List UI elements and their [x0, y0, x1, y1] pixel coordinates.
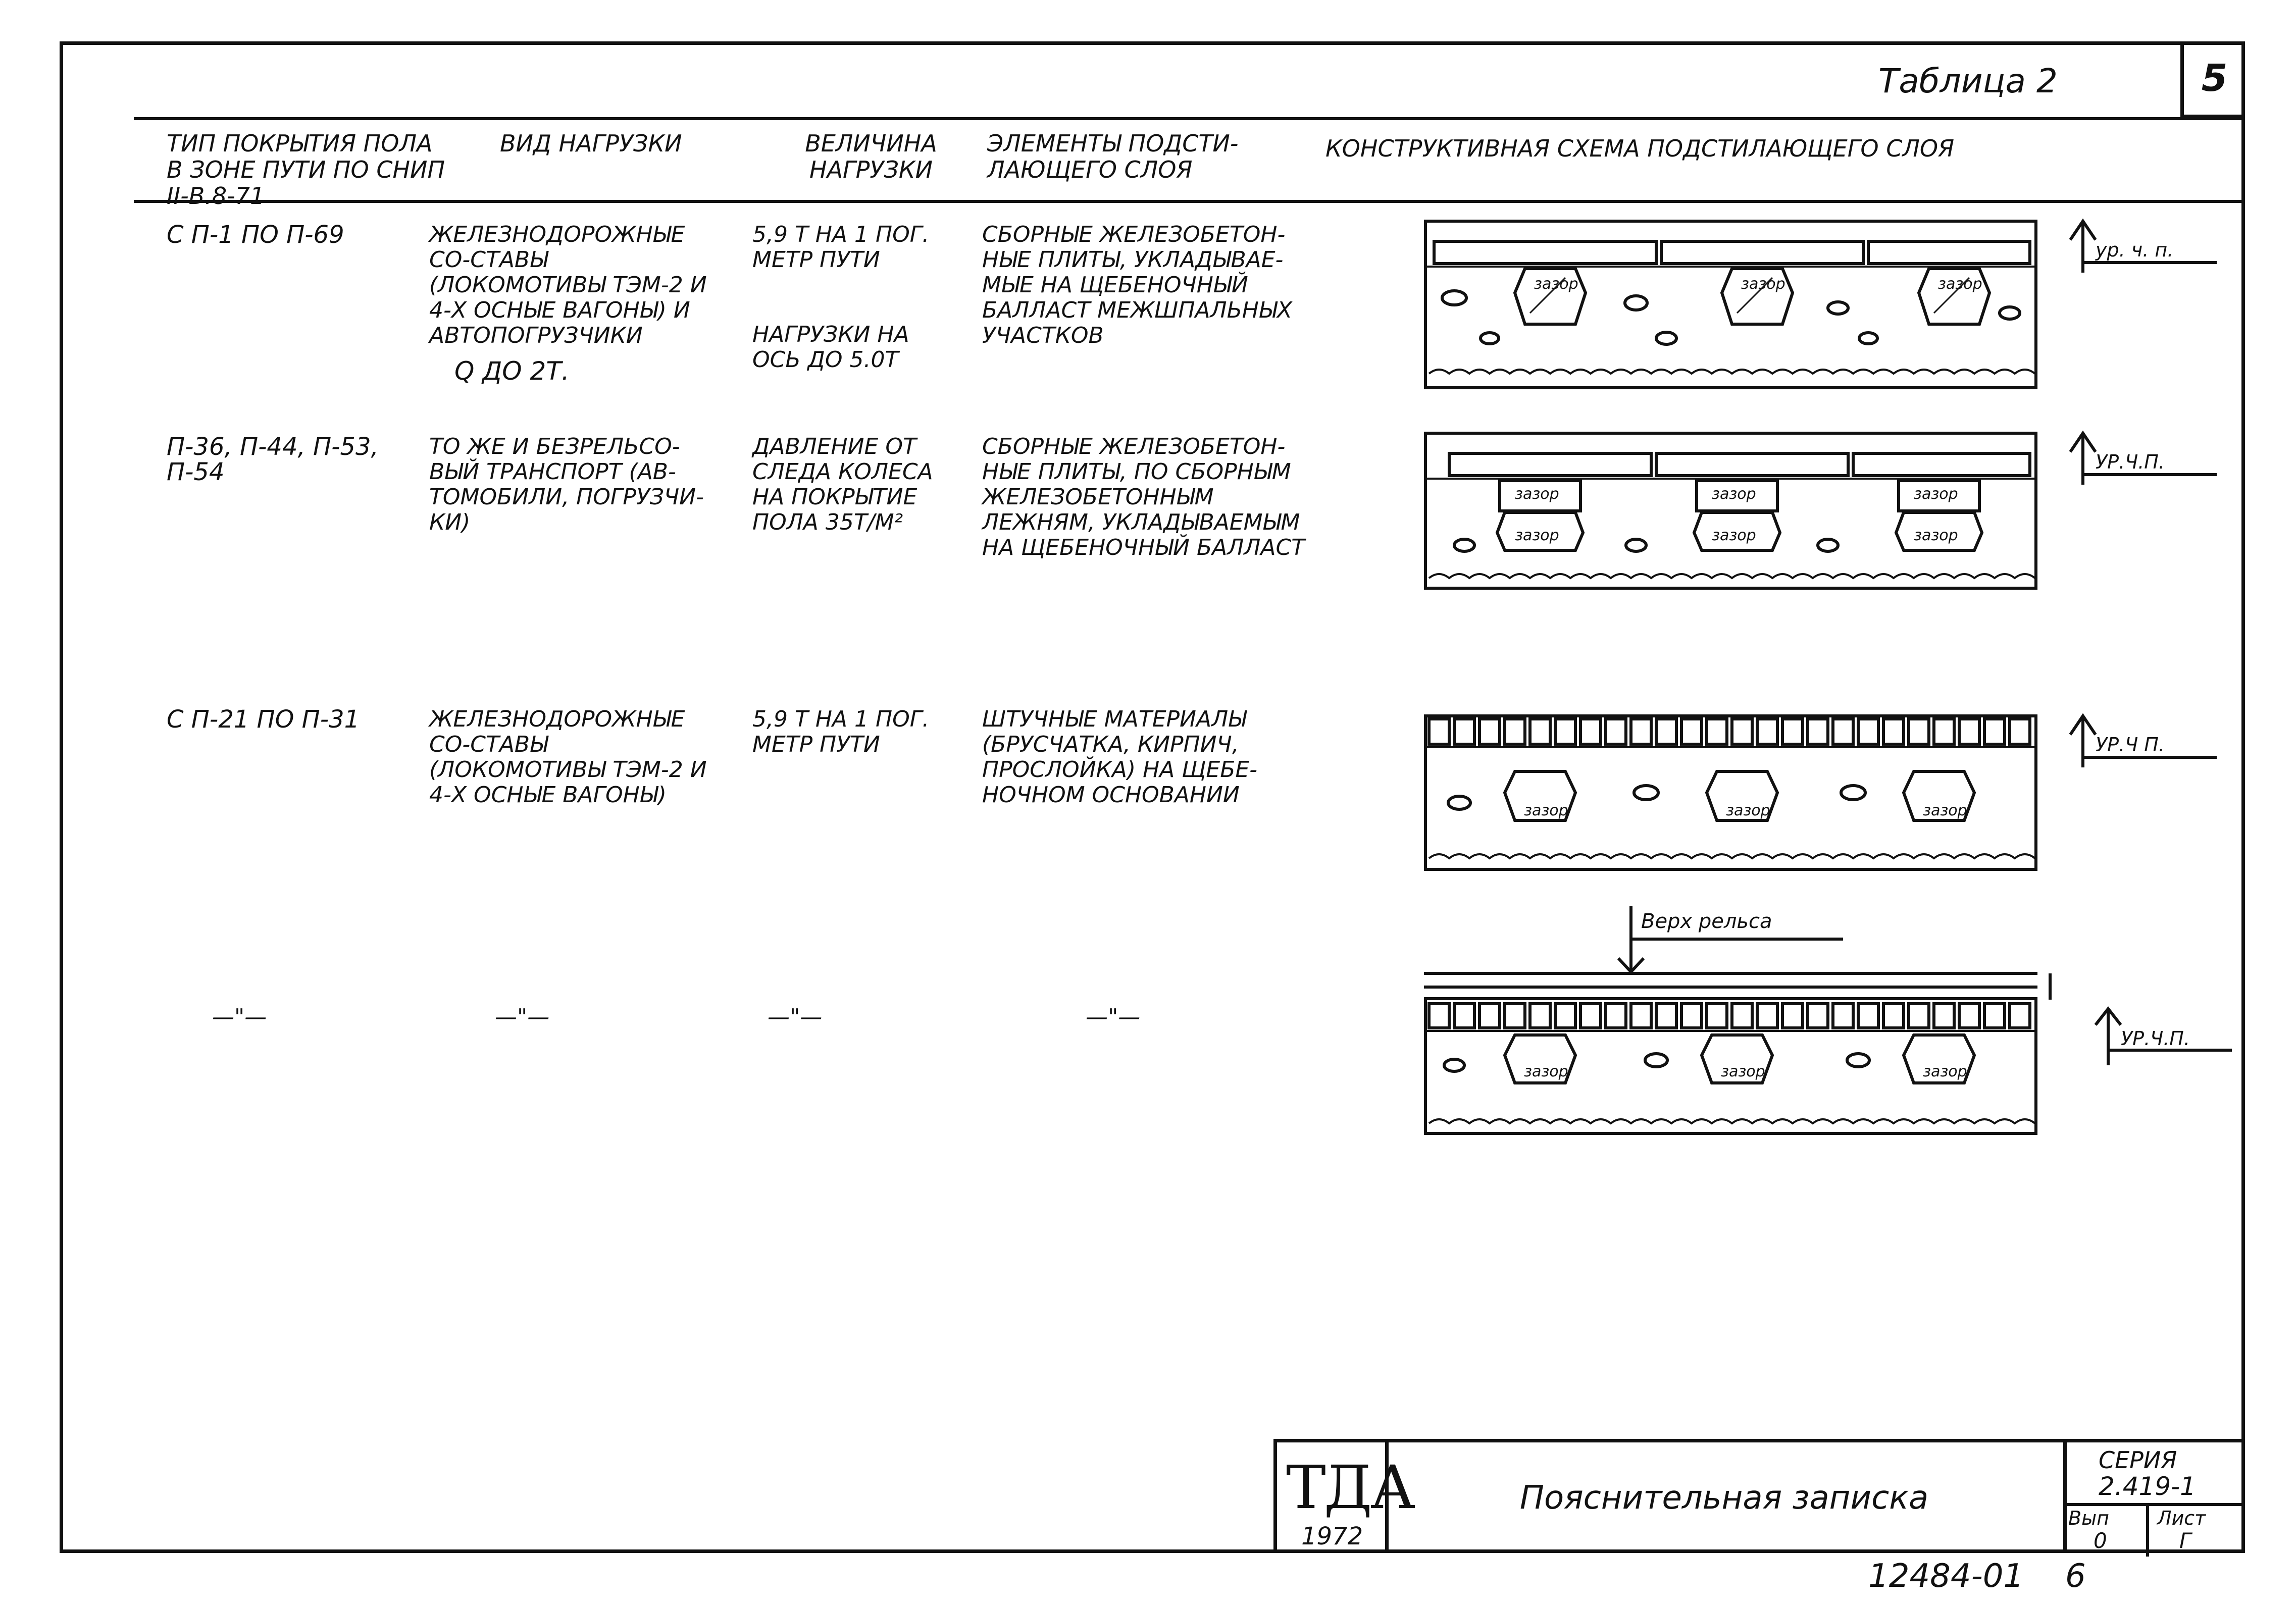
issue-label: Вып — [2068, 1507, 2109, 1529]
row3-load: ЖЕЛЕЗНОДОРОЖНЫЕ СО-СТАВЫ (ЛОКОМОТИВЫ ТЭМ-2 И 4-Х ОСНЫЕ ВАГОНЫ) — [429, 706, 707, 808]
series-label: СЕРИЯ — [2099, 1446, 2177, 1474]
sheet-label: Лист — [2157, 1507, 2206, 1529]
table-title: Таблица 2 — [1878, 62, 2058, 100]
issue-divider — [2146, 1503, 2149, 1557]
series-cell — [2063, 1439, 2245, 1553]
row1-type: С П-1 ПО П-69 — [167, 221, 344, 249]
row2-type: П-36, П-44, П-53, П-54 — [167, 433, 379, 486]
row3-type: С П-21 ПО П-31 — [167, 705, 360, 734]
row2-elements: СБОРНЫЕ ЖЕЛЕЗОБЕТОН-НЫЕ ПЛИТЫ, ПО СБОРНЫМ ЖЕЛЕЗОБЕТОННЫМ ЛЕЖНЯМ, УКЛАДЫВАЕМЫМ НА ЩЕБЕНОЧНЫЙ БАЛЛАСТ — [982, 434, 1305, 560]
svg-text:зазор: зазор — [1721, 1063, 1765, 1080]
svg-text:зазор: зазор — [1712, 485, 1756, 503]
document-title: Пояснительная записка — [1519, 1479, 1929, 1517]
logo-year: 1972 — [1301, 1522, 1363, 1550]
document-title-cell — [1385, 1439, 2067, 1553]
row2-load: ТО ЖЕ И БЕЗРЕЛЬСО-ВЫЙ ТРАНСПОРТ (АВ-ТОМОБИЛИ, ПОГРУЗЧИ-КИ) — [429, 434, 704, 535]
row3-value: 5,9 Т НА 1 ПОГ. МЕТР ПУТИ — [752, 706, 930, 757]
svg-text:УР.Ч.П.: УР.Ч.П. — [2121, 1027, 2190, 1050]
scheme-diagram-2 — [1424, 424, 2232, 596]
svg-text:зазор: зазор — [1515, 527, 1559, 544]
svg-text:ур. ч. п.: ур. ч. п. — [2096, 239, 2174, 261]
row4-load: —"— — [495, 1004, 550, 1030]
sheet-number: 5 — [2180, 41, 2245, 118]
row4-elements: —"— — [1086, 1004, 1141, 1030]
header-top-line — [134, 117, 2244, 120]
logo: ТДА — [1286, 1453, 1414, 1522]
svg-text:зазор: зазор — [1741, 275, 1785, 293]
row4-value: —"— — [768, 1004, 823, 1030]
scheme-diagram-3 — [1424, 707, 2232, 878]
header-scheme: КОНСТРУКТИВНАЯ СХЕМА ПОДСТИЛАЮЩЕГО СЛОЯ — [1325, 135, 1955, 162]
row1-load: ЖЕЛЕЗНОДОРОЖНЫЕ СО-СТАВЫ (ЛОКОМОТИВЫ ТЭМ-2 И 4-Х ОСНЫЕ ВАГОНЫ) И АВТОПОГРУЗЧИКИ — [429, 222, 707, 348]
archive-suffix: 6 — [2065, 1558, 2086, 1595]
svg-text:зазор: зазор — [1524, 802, 1568, 819]
row3-elements: ШТУЧНЫЕ МАТЕРИАЛЫ (БРУСЧАТКА, КИРПИЧ, ПРОСЛОЙКА) НА ЩЕБЕ-НОЧНОМ ОСНОВАНИИ — [982, 706, 1258, 808]
svg-text:зазор: зазор — [1923, 802, 1967, 819]
svg-text:зазор: зазор — [1524, 1063, 1568, 1080]
svg-text:УР.Ч П.: УР.Ч П. — [2096, 734, 2165, 756]
row2-value: ДАВЛЕНИЕ ОТ СЛЕДА КОЛЕСА НА ПОКРЫТИЕ ПОЛА 35Т/М² — [752, 434, 933, 535]
header-floor-type: ТИП ПОКРЫТИЯ ПОЛА В ЗОНЕ ПУТИ ПО СНИП II-В.8-71 — [167, 130, 445, 210]
svg-text:зазор: зазор — [1914, 527, 1958, 544]
svg-text:зазор: зазор — [1534, 275, 1578, 293]
sheet-value: Г — [2179, 1528, 2191, 1553]
scheme-diagram-4 — [1424, 899, 2232, 1141]
svg-text:зазор: зазор — [1515, 485, 1559, 503]
header-bottom-line — [134, 200, 2244, 203]
title-block-logo — [1273, 1439, 1414, 1553]
series-divider — [2063, 1503, 2245, 1506]
scheme-diagram-1 — [1424, 212, 2232, 404]
row1-load-extra: Q ДО 2Т. — [454, 356, 570, 386]
svg-text:зазор: зазор — [1712, 527, 1756, 544]
row1-elements: СБОРНЫЕ ЖЕЛЕЗОБЕТОН-НЫЕ ПЛИТЫ, УКЛАДЫВАЕ-МЫЕ НА ЩЕБЕНОЧНЫЙ БАЛЛАСТ МЕЖШПАЛЬНЫХ УЧАСТКОВ — [982, 222, 1293, 348]
archive-number: 12484-01 — [1868, 1558, 2024, 1595]
svg-text:зазор: зазор — [1914, 485, 1958, 503]
svg-text:УР.Ч.П.: УР.Ч.П. — [2096, 451, 2165, 473]
header-layer-elements: ЭЛЕМЕНТЫ ПОДСТИ-ЛАЮЩЕГО СЛОЯ — [987, 130, 1239, 183]
row1-value-extra: НАГРУЗКИ НА ОСЬ ДО 5.0Т — [752, 322, 909, 373]
svg-text:зазор: зазор — [1938, 275, 1982, 293]
series-value: 2.419-1 — [2099, 1472, 2196, 1501]
row4-type: —"— — [212, 1004, 267, 1030]
svg-text:зазор: зазор — [1726, 802, 1770, 819]
header-load-value: ВЕЛИЧИНА НАГРУЗКИ — [805, 130, 937, 183]
svg-text:зазор: зазор — [1923, 1063, 1967, 1080]
svg-text:Верх рельса: Верх рельса — [1641, 910, 1772, 933]
row1-value: 5,9 Т НА 1 ПОГ. МЕТР ПУТИ — [752, 222, 930, 273]
issue-value: 0 — [2094, 1528, 2107, 1553]
header-load-kind: ВИД НАГРУЗКИ — [500, 130, 682, 157]
